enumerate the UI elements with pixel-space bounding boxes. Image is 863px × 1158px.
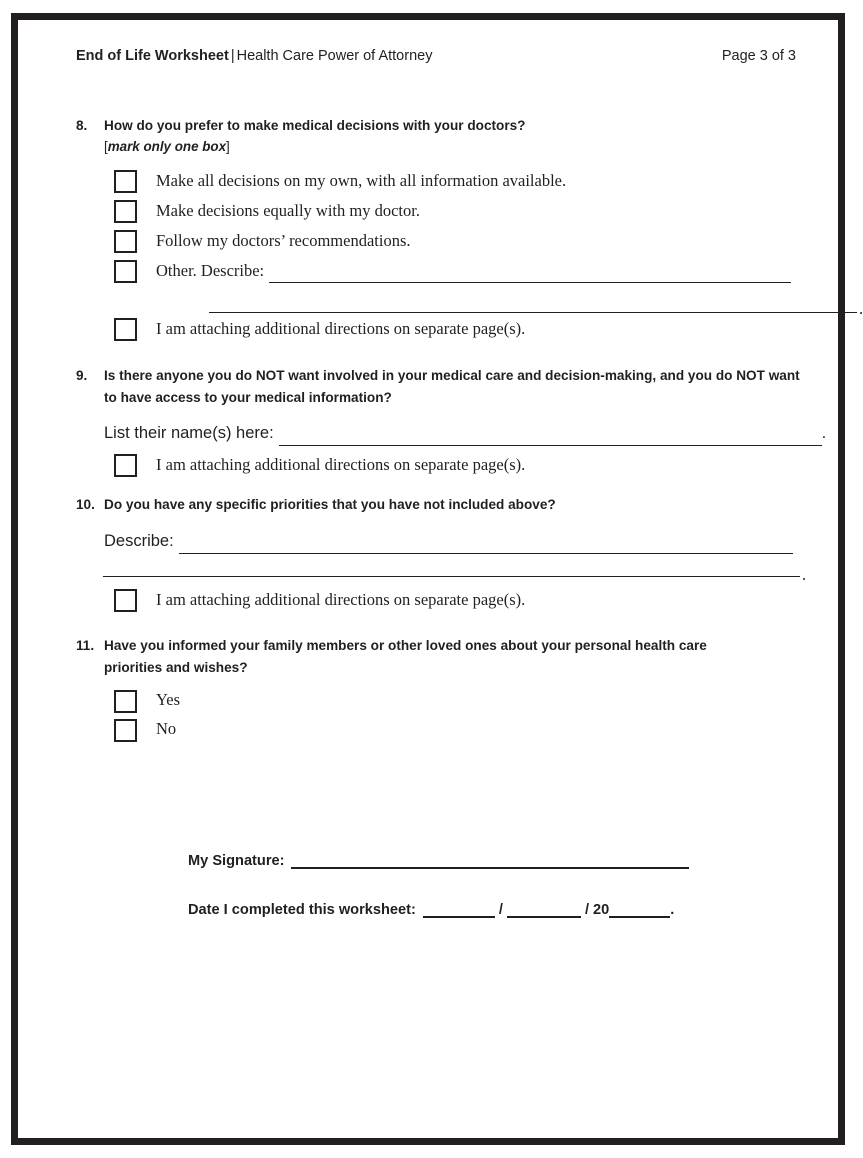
question-9-field-label: List their name(s) here:	[104, 424, 274, 443]
checkbox-q8-option-4[interactable]	[114, 260, 137, 283]
question-8-other-input-line[interactable]	[269, 264, 791, 283]
question-8-option-4-label	[156, 258, 791, 283]
instruction-italic-text: mark only one box	[107, 139, 227, 155]
question-11-text: Have you informed your family members or other loved ones about your personal health care priorities and wishes?	[104, 638, 707, 676]
date-label: Date I completed this worksheet:	[188, 902, 416, 918]
checkbox-q8-option-2[interactable]	[114, 200, 137, 223]
question-10-heading	[76, 494, 806, 516]
question-9-field-period: .	[821, 424, 827, 443]
question-11-option-yes[interactable]	[114, 688, 806, 713]
question-8-option-3-label: Follow my doctors’ recommendations.	[156, 231, 411, 251]
header-title-strong: End of Life Worksheet	[76, 48, 229, 64]
question-8-number: 8.	[76, 118, 88, 133]
date-day-input[interactable]	[507, 899, 581, 918]
date-year-input[interactable]	[609, 899, 670, 918]
question-11-no-label: No	[156, 719, 177, 739]
header-title	[76, 48, 432, 64]
checkbox-q8-attach[interactable]	[114, 318, 137, 341]
checkbox-q10-attach[interactable]	[114, 589, 137, 612]
question-11-yes-label: Yes	[156, 690, 181, 710]
checkbox-q8-option-1[interactable]	[114, 170, 137, 193]
page-number: Page 3 of 3	[721, 48, 796, 64]
question-9-text: Is there anyone you do NOT want involved in your medical care and decision-making, and you do NOT want to have access to your medical information?	[104, 368, 800, 406]
question-11-heading	[76, 635, 806, 679]
date-period: .	[670, 902, 675, 918]
instruction-bracket-close: ]	[226, 139, 230, 155]
question-9-field-row	[104, 421, 827, 446]
question-11	[76, 635, 806, 742]
question-8-other-text: Other. Describe:	[156, 261, 265, 281]
date-month-input[interactable]	[423, 899, 495, 918]
header-title-rest: Health Care Power of Attorney	[236, 48, 433, 64]
date-century-prefix: 20	[593, 902, 610, 918]
question-10-number: 10.	[76, 497, 95, 512]
question-8-instruction	[104, 137, 806, 157]
question-10-continuation-period: .	[802, 565, 807, 584]
document-header	[76, 48, 796, 64]
date-row	[188, 899, 674, 918]
question-8-heading	[76, 115, 806, 137]
question-9-attach-label: I am attaching additional directions on separate page(s).	[156, 455, 526, 475]
checkbox-q8-option-3[interactable]	[114, 230, 137, 253]
question-10-attach-label: I am attaching additional directions on separate page(s).	[156, 590, 526, 609]
instruction-bracket-open: [	[104, 139, 108, 155]
question-8-option-2-label: Make decisions equally with my doctor.	[156, 201, 420, 221]
header-separator: |	[230, 48, 235, 64]
question-10-field-label: Describe:	[104, 532, 174, 551]
signature-label: My Signature:	[188, 853, 285, 869]
question-8-continuation-line[interactable]	[209, 312, 857, 313]
signature-row	[188, 850, 689, 869]
question-8-attach-row[interactable]	[114, 316, 525, 341]
question-11-number: 11.	[76, 638, 95, 653]
question-8-option-2[interactable]	[114, 198, 806, 223]
question-10-continuation-line[interactable]	[103, 576, 800, 577]
checkbox-q11-yes[interactable]	[114, 690, 137, 713]
question-8-text: How do you prefer to make medical decisions with your doctors?	[104, 118, 526, 133]
question-9-attach-row[interactable]	[114, 452, 806, 477]
question-8	[76, 115, 806, 283]
question-8-option-3[interactable]	[114, 228, 806, 253]
checkbox-q9-attach[interactable]	[114, 454, 137, 477]
question-11-option-no[interactable]	[114, 717, 806, 742]
question-10-attach-row[interactable]	[114, 587, 525, 612]
signature-input-line[interactable]	[291, 850, 689, 869]
page-content	[18, 20, 863, 1138]
question-9-name-input-line[interactable]	[279, 427, 822, 446]
date-slash-1: /	[498, 902, 503, 918]
question-9-number: 9.	[76, 368, 88, 383]
question-10-text: Do you have any specific priorities that you have not included above?	[104, 497, 556, 512]
question-10-describe-input-line[interactable]	[179, 535, 793, 554]
question-9	[76, 365, 827, 477]
date-slash-2: /	[584, 902, 590, 918]
question-9-heading	[76, 365, 806, 409]
page-border	[11, 13, 863, 1145]
question-8-option-1[interactable]	[114, 168, 806, 193]
question-10	[76, 494, 806, 554]
question-8-attach-label: I am attaching additional directions on separate page(s).	[156, 319, 526, 338]
question-8-option-1-label: Make all decisions on my own, with all information available.	[156, 171, 567, 191]
checkbox-q11-no[interactable]	[114, 719, 137, 742]
question-10-field-row	[104, 529, 806, 554]
question-8-option-4[interactable]	[114, 258, 806, 283]
question-8-continuation-period: .	[859, 299, 863, 318]
